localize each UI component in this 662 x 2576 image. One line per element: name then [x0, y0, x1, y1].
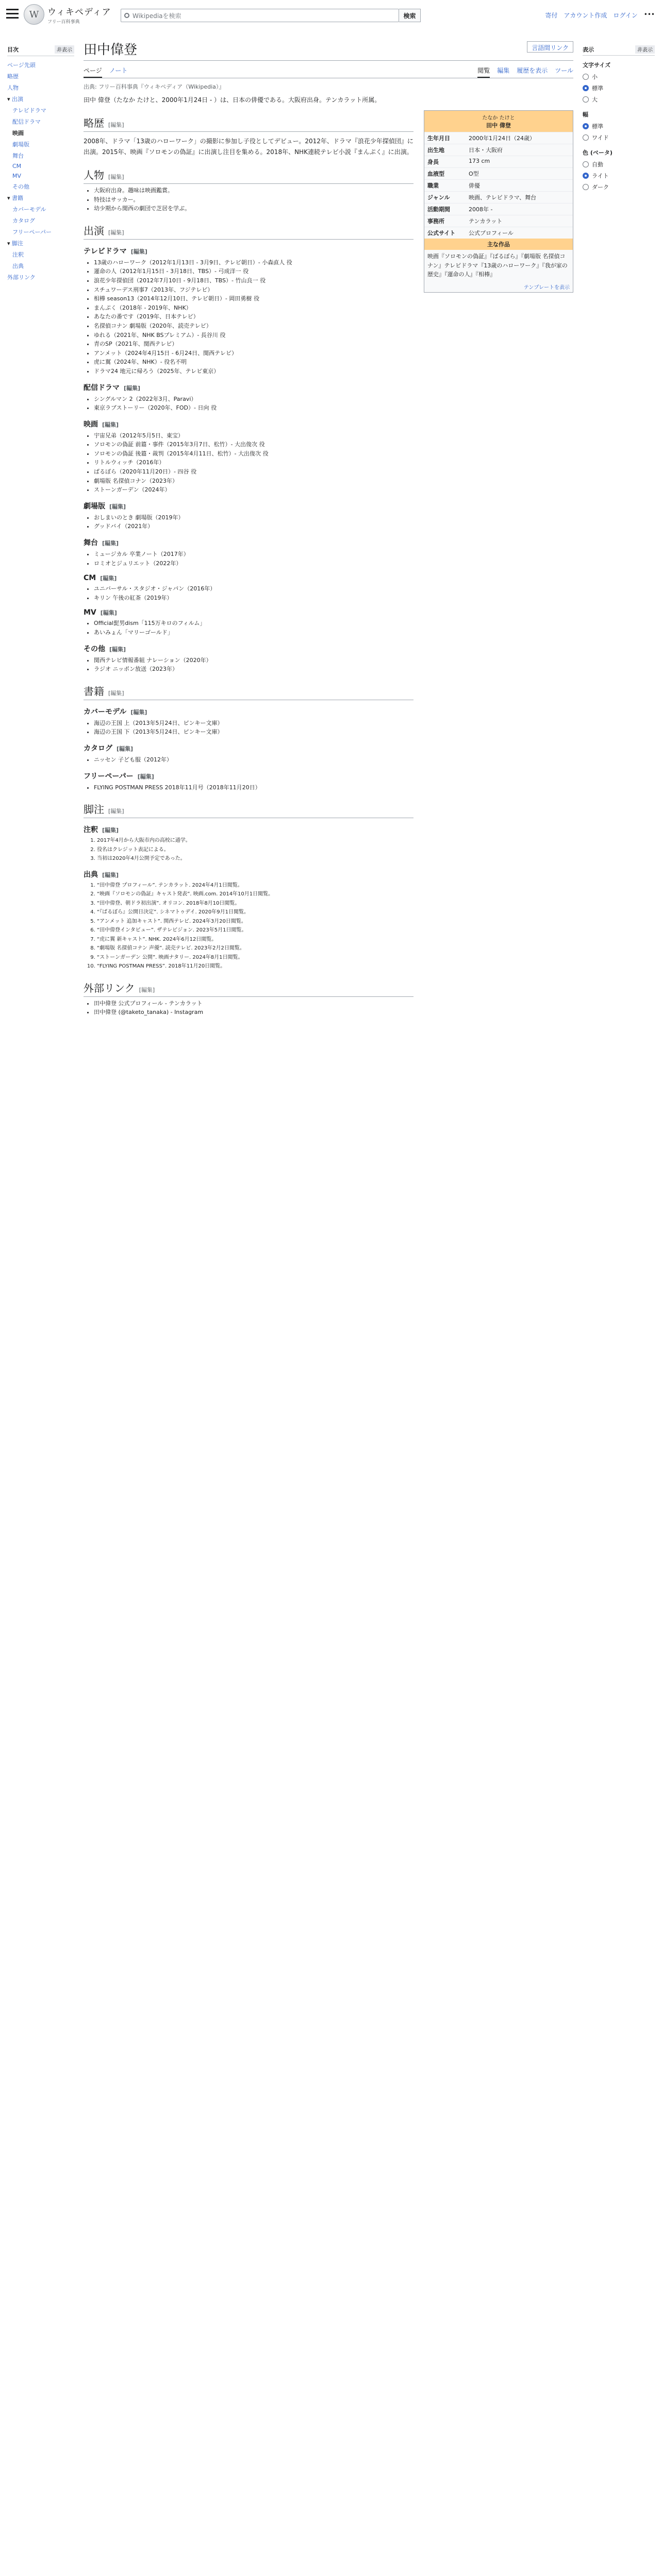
streaming-list: [94, 395, 413, 413]
text-size-label: 文字サイズ: [583, 62, 611, 69]
text-size-option[interactable]: [583, 94, 655, 105]
tv-list-item: • アンメット（2024年4月15日 - 6月24日、関西テレビ）: [94, 349, 413, 358]
person-list-item: • 幼少期から関西の劇団で芝居を学ぶ。: [94, 204, 413, 213]
reference-item: 6. “田中偉登インタビュー”. ザテレビジョン. 2023年5月1日閲覧。: [97, 926, 413, 935]
other-list: [94, 656, 413, 674]
cover-list-item: • 海辺の王国 上（2013年5月24日、ピンキー文庫）: [94, 719, 413, 728]
section-streaming-edit-link[interactable]: [編集]: [124, 384, 141, 392]
section-cm-edit-link[interactable]: [編集]: [100, 575, 117, 582]
radio-icon: [583, 134, 589, 141]
note-item: 1. 2017年4月から大阪市内の高校に通学。: [97, 837, 413, 845]
other-list-item: • 関西テレビ情報番組 ナレーション（2020年）: [94, 656, 413, 665]
section-notes-edit-link[interactable]: [編集]: [108, 808, 124, 815]
theatrical-list-item: • グッドバイ（2021年）: [94, 522, 413, 531]
section-external-text: 外部リンク: [84, 981, 135, 994]
reference-item: 10. “FLYING POSTMAN PRESS”. 2018年11月20日閲覧。: [97, 962, 413, 971]
section-film: [84, 419, 413, 429]
notes-list: [97, 837, 413, 863]
search: [121, 9, 421, 22]
toc-item[interactable]: CM: [12, 163, 22, 170]
section-streaming: [84, 382, 413, 393]
tab-edit[interactable]: 編集: [497, 67, 510, 74]
section-theatrical-text: 劇場版: [84, 502, 105, 511]
radio-icon: [583, 173, 589, 179]
infobox-value: 公式プロフィール: [469, 230, 514, 236]
toc-item[interactable]: ページ先頭: [7, 62, 36, 69]
toc-item[interactable]: フリーペーパー: [12, 229, 52, 235]
tv-list-item: • 13歳のハローワーク（2012年1月13日 - 3月9日、テレビ朝日）- 小森直人 役: [94, 258, 413, 267]
film-list-item: • リトルウィッチ（2016年）: [94, 458, 413, 467]
stage-list-item: • ロミオとジュリエット（2022年）: [94, 559, 413, 568]
infobox-key: 生年月日: [427, 135, 450, 142]
section-sources-text: 出典: [84, 870, 98, 879]
cm-list: [94, 584, 413, 602]
reference-item: 8. “劇場版 名探偵コナン 声優”. 読売テレビ. 2023年2月2日閲覧。: [97, 944, 413, 953]
page-tabs: [84, 64, 573, 78]
person-list-item: • 大阪府出身。趣味は映画鑑賞。: [94, 186, 413, 195]
section-sources-edit-link[interactable]: [編集]: [102, 871, 119, 878]
color-label: ダーク: [592, 184, 609, 191]
toc-item[interactable]: 略歴: [7, 73, 19, 80]
tv-list-item: • スチュワーデス刑事7（2013年、フジテレビ）: [94, 285, 413, 295]
tv-list-item: • 虎に翼（2024年、NHK）- 役名不明: [94, 358, 413, 367]
infobox-row: [424, 191, 573, 203]
header: [0, 0, 662, 30]
streaming-list-item: • シングルマン 2（2022年3月、Paravi）: [94, 395, 413, 404]
radio-icon: [583, 161, 589, 167]
color-option[interactable]: [583, 170, 655, 181]
radio-icon: [583, 85, 589, 91]
appearance-hide-button[interactable]: 非表示: [635, 45, 655, 54]
infobox-value: 2008年 -: [469, 206, 493, 213]
color-label: 色 (ベータ): [583, 149, 613, 156]
section-streaming-text: 配信ドラマ: [84, 383, 120, 392]
section-other-edit-link[interactable]: [編集]: [109, 646, 126, 653]
film-list-item: • 宇宙兄弟（2012年5月5日、東宝）: [94, 431, 413, 440]
width-label: 標準: [592, 123, 603, 130]
toc-item[interactable]: 配信ドラマ: [12, 118, 41, 125]
film-list-item: • ソロモンの偽証 後篇・裁判（2015年4月11日、松竹）- 大出俊次 役: [94, 449, 413, 459]
section-cover: [84, 706, 413, 717]
appearance-panel: [583, 45, 655, 193]
cover-list: [94, 719, 413, 737]
section-theatrical-edit-link[interactable]: [編集]: [109, 503, 126, 510]
section-notes-text: 脚注: [84, 803, 104, 816]
toc-item[interactable]: 出典: [12, 263, 24, 269]
infobox-ruby: たなか たけと: [482, 115, 515, 121]
film-list-item: • ストーンガーデン（2024年）: [94, 485, 413, 495]
infobox-row: [424, 179, 573, 191]
menu-icon[interactable]: [6, 9, 19, 19]
cm-list-item: • キリン 午後の紅茶（2019年）: [94, 594, 413, 603]
section-catalog: [84, 743, 413, 753]
infobox-row: [424, 203, 573, 215]
section-freepaper-edit-link[interactable]: [編集]: [137, 773, 154, 780]
section-person-edit-link[interactable]: [編集]: [108, 174, 124, 180]
section-cover-edit-link[interactable]: [編集]: [130, 708, 147, 716]
section-note: [84, 824, 413, 835]
toc-item[interactable]: 舞台: [12, 152, 24, 159]
toc-hide-button[interactable]: 非表示: [55, 45, 74, 54]
infobox-row: [424, 167, 573, 179]
freepaper-list-item: • FLYING POSTMAN PRESS 2018年11月号（2018年11月20日）: [94, 783, 413, 792]
infobox-key: 公式サイト: [427, 230, 456, 236]
tab-history[interactable]: 履歴を表示: [517, 67, 548, 74]
width-label: 幅: [583, 111, 588, 118]
wordmark: ウィキペディア: [47, 7, 111, 18]
section-film-edit-link[interactable]: [編集]: [102, 421, 119, 428]
tab-read[interactable]: 閲覧: [477, 64, 490, 78]
toc-item[interactable]: 外部リンク: [7, 274, 36, 281]
tv-list-item: • 名探偵コナン 劇場版（2020年、読売テレビ）: [94, 321, 413, 331]
section-appearances: [84, 223, 413, 240]
infobox-key: ジャンル: [427, 194, 450, 201]
section-freepaper-text: フリーペーパー: [84, 772, 134, 781]
language-button[interactable]: 言語間リンク: [527, 41, 573, 53]
mv-list-item: • あいみょん「マリーゴールド」: [94, 628, 413, 637]
appearance-heading: 表示: [583, 46, 594, 53]
text-size-label: 小: [592, 74, 598, 80]
toc-item[interactable]: 人物: [7, 84, 19, 91]
toc-item[interactable]: その他: [12, 183, 29, 190]
section-person-text: 人物: [84, 169, 104, 181]
section-note-text: 注釈: [84, 826, 98, 835]
infobox-row: [424, 144, 573, 156]
tab-talk[interactable]: ノート: [109, 67, 128, 74]
freepaper-list: [94, 783, 413, 792]
infobox-value: 映画、テレビドラマ、舞台: [469, 194, 537, 201]
width-label: ワイド: [592, 134, 609, 141]
infobox-value: 俳優: [469, 182, 480, 189]
stage-list: [94, 550, 413, 568]
section-film-text: 映画: [84, 420, 98, 429]
note-item: 2. 役名はクレジット表記による。: [97, 846, 413, 854]
reference-item: 2. “映画『ソロモンの偽証』キャスト発表”. 映画.com. 2014年10月1日閲覧。: [97, 890, 413, 899]
site-logo[interactable]: [24, 4, 111, 25]
toc-item[interactable]: 劇場版: [12, 141, 29, 148]
film-list-item: • ソロモンの偽証 前篇・事件（2015年3月7日、松竹）- 大出俊次 役: [94, 440, 413, 449]
infobox-name: 田中 偉登: [486, 122, 511, 129]
search-input[interactable]: Wikipediaを検索: [121, 9, 399, 22]
section-other: [84, 643, 413, 654]
reference-item: 4. “『ばるぼら』公開日決定”. シネマトゥデイ. 2020年9月1日閲覧。: [97, 908, 413, 917]
width-option[interactable]: [583, 132, 655, 143]
wikipedia-globe-icon: W: [24, 4, 44, 25]
catalog-list-item: • ニッセン 子ども服（2012年）: [94, 755, 413, 765]
color-label: ライト: [592, 173, 609, 179]
template-link[interactable]: テンプレートを表示: [523, 284, 570, 291]
toc-item[interactable]: 注釈: [12, 251, 24, 258]
text-size-option[interactable]: [583, 82, 655, 94]
text-size-label: 標準: [592, 85, 603, 92]
from-wikipedia: 出典: フリー百科事典『ウィキペディア（Wikipedia）』: [84, 83, 225, 90]
tv-list-item: • 浪花少年探偵団（2012年7月10日 - 9月18日、TBS）- 竹山良一 役: [94, 276, 413, 285]
infobox-value: 日本・大阪府: [469, 147, 503, 154]
section-stage-edit-link[interactable]: [編集]: [102, 540, 119, 547]
section-cover-text: カバーモデル: [84, 707, 127, 716]
film-list: [94, 431, 413, 495]
external-links: [94, 999, 413, 1017]
text-size-option[interactable]: [583, 71, 655, 82]
section-mv-edit-link[interactable]: [編集]: [100, 609, 117, 617]
toc-heading: 目次: [7, 46, 19, 53]
login-link[interactable]: ログイン: [613, 12, 638, 19]
tv-list-item: • まんぷく（2018年 - 2019年、NHK）: [94, 303, 413, 313]
section-books: [84, 683, 413, 700]
text-size-label: 大: [592, 96, 598, 103]
radio-icon: [583, 123, 589, 129]
toc-item[interactable]: ▾ 出演: [7, 93, 74, 105]
infobox-key: 身長: [427, 159, 439, 165]
infobox-value: テンカラット: [469, 218, 503, 225]
reference-item: 3. “田中偉登、朝ドラ初出演”. オリコン. 2018年8月10日閲覧。: [97, 900, 413, 908]
section-books-text: 書籍: [84, 685, 104, 698]
toc-item[interactable]: MV: [12, 173, 22, 179]
search-icon: [124, 13, 129, 18]
tv-list: [94, 258, 413, 376]
section-catalog-edit-link[interactable]: [編集]: [117, 745, 134, 752]
search-button[interactable]: 検索: [399, 9, 421, 22]
section-career: [84, 115, 413, 132]
catalog-list: [94, 755, 413, 765]
color-label: 自動: [592, 161, 603, 168]
section-tv-text: テレビドラマ: [84, 247, 127, 256]
infobox-row: [424, 227, 573, 239]
infobox-row: [424, 156, 573, 167]
toc-item[interactable]: カバーモデル: [12, 206, 46, 213]
section-stage: [84, 537, 413, 548]
section-theatrical: [84, 501, 413, 511]
color-option[interactable]: [583, 181, 655, 193]
person-list: [94, 186, 413, 213]
section-career-text: 略歴: [84, 117, 104, 129]
radio-icon: [583, 74, 589, 80]
color-option[interactable]: [583, 159, 655, 170]
tv-list-item: • ドラマ24 地元に帰ろう（2025年、テレビ東京）: [94, 367, 413, 376]
tv-list-item: • ゆれる（2021年、NHK BSプレミアム）- 長谷川 役: [94, 331, 413, 340]
tab-tools[interactable]: ツール: [555, 67, 573, 74]
reference-item: 7. “虎に翼 新キャスト”. NHK. 2024年6月12日閲覧。: [97, 936, 413, 944]
create-account-link[interactable]: アカウント作成: [564, 12, 607, 19]
infobox-works-heading: 主な作品: [424, 239, 573, 250]
theatrical-list-item: • おしまいのとき 劇場版（2019年）: [94, 513, 413, 522]
theatrical-list: [94, 513, 413, 531]
section-stage-text: 舞台: [84, 539, 98, 548]
section-books-edit-link[interactable]: [編集]: [108, 689, 124, 697]
toc-item[interactable]: カタログ: [12, 217, 35, 224]
tv-list-item: • 運命の人（2012年1月15日 - 3月18日、TBS）- 弓成洋一 役: [94, 267, 413, 276]
page-title: 田中偉登: [84, 42, 138, 58]
mv-list-item: • Official髭男dism「115万キロのフィルム」: [94, 619, 413, 628]
tv-list-item: • 青のSP（2021年、関西テレビ）: [94, 340, 413, 349]
tab-page[interactable]: ページ: [84, 64, 102, 78]
infobox-value: 173 cm: [469, 158, 490, 164]
section-external: [84, 980, 413, 997]
section-mv-text: MV: [84, 608, 96, 617]
stage-list-item: • ミュージカル 卒業ノート（2017年）: [94, 550, 413, 559]
user-links: [545, 11, 655, 20]
section-mv: [84, 608, 413, 617]
tv-list-item: • 相棒 season13（2014年12月10日、テレビ朝日）- 岡田勇樹 役: [94, 294, 413, 303]
cover-list-item: • 海辺の王国 下（2013年5月24日、ピンキー文庫）: [94, 727, 413, 737]
section-cm: [84, 574, 413, 582]
toc-item[interactable]: ▾ 脚注: [7, 238, 74, 249]
streaming-list-item: • 東京ラブストーリー（2020年、FOD）- 日向 役: [94, 403, 413, 413]
toc-item[interactable]: ▾ 書籍: [7, 192, 74, 204]
external-links-item: • 田中偉登 公式プロフィール - テンカラット: [94, 999, 413, 1008]
infobox-row: [424, 132, 573, 144]
section-sources: [84, 869, 413, 879]
section-cm-text: CM: [84, 574, 96, 583]
section-notes: [84, 801, 413, 818]
section-other-text: その他: [84, 645, 105, 653]
infobox-key: 活動期間: [427, 206, 450, 213]
infobox-key: 職業: [427, 182, 439, 189]
radio-icon: [583, 96, 589, 103]
toc-sidebar: [7, 45, 74, 283]
toc-item[interactable]: テレビドラマ: [12, 107, 46, 114]
section-tv: [84, 246, 413, 256]
infobox-works: 映画『ソロモンの偽証』『ばるぼら』『劇場版 名探偵コナン』テレビドラマ『13歳のハローワーク』『我が家の歴史』『運命の人』『相棒』: [427, 253, 568, 278]
section-external-edit-link[interactable]: [編集]: [139, 986, 155, 993]
section-career-edit-link[interactable]: [編集]: [108, 122, 124, 128]
reference-item: 9. “ストーンガーデン 公開”. 映画ナタリー. 2024年8月1日閲覧。: [97, 954, 413, 962]
tv-list-item: • あなたの番です（2019年、日本テレビ）: [94, 312, 413, 321]
section-tv-edit-link[interactable]: [編集]: [130, 248, 147, 255]
cm-list-item: • ユニバーサル・スタジオ・ジャパン（2016年）: [94, 584, 413, 594]
film-list-item: • 劇場版 名探偵コナン（2023年）: [94, 477, 413, 486]
mv-list: [94, 619, 413, 637]
film-list-item: • ばるぼら（2020年11月20日）- 四谷 役: [94, 467, 413, 477]
other-list-item: • ラジオ ニッポン放送（2023年）: [94, 665, 413, 674]
infobox-value: 2000年1月24日（24歳）: [469, 135, 535, 142]
person-list-item: • 特技はサッカー。: [94, 195, 413, 205]
external-links-item: • 田中偉登 (@taketo_tanaka) - Instagram: [94, 1008, 413, 1017]
infobox-key: 事務所: [427, 218, 444, 225]
infobox-key: 出生地: [427, 147, 444, 154]
infobox-row: [424, 215, 573, 227]
section-person: [84, 167, 413, 184]
career-text: 2008年、ドラマ「13歳のハローワーク」の撮影に参加し子役としてデビュー。2012年、ドラマ『浪花少年探偵団』に出演。2015年、映画『ソロモンの偽証』に出演し注目を集める。2018年、NHK連続テレビ小説『まんぷく』に出演。: [84, 138, 413, 156]
donate-link[interactable]: 寄付: [545, 12, 558, 19]
main-content: [84, 33, 573, 1017]
infobox-key: 血液型: [427, 171, 444, 177]
tagline: フリー百科事典: [47, 19, 80, 25]
section-freepaper: [84, 771, 413, 781]
section-note-edit-link[interactable]: [編集]: [102, 827, 119, 834]
section-appearances-text: 出演: [84, 224, 104, 237]
infobox-value: O型: [469, 171, 479, 177]
width-option[interactable]: [583, 121, 655, 132]
references-list: [97, 882, 413, 971]
lead-paragraph: 田中 偉登（たなか たけと、2000年1月24日 - ）は、日本の俳優である。大阪府出身。テンカラット所属。: [84, 96, 381, 104]
toc-item[interactable]: 映画: [12, 130, 24, 137]
section-catalog-text: カタログ: [84, 744, 112, 753]
section-appearances-edit-link[interactable]: [編集]: [108, 229, 124, 236]
reference-item: 5. “アンメット 追加キャスト”. 関西テレビ. 2024年3月20日閲覧。: [97, 918, 413, 926]
radio-icon: [583, 184, 589, 190]
more-options-icon[interactable]: •••: [643, 11, 655, 18]
infobox: [424, 110, 573, 293]
note-item: 3. 当初は2020年4月公開予定であった。: [97, 855, 413, 863]
reference-item: 1. “田中偉登 プロフィール”. テンカラット. 2024年4月1日閲覧。: [97, 882, 413, 890]
